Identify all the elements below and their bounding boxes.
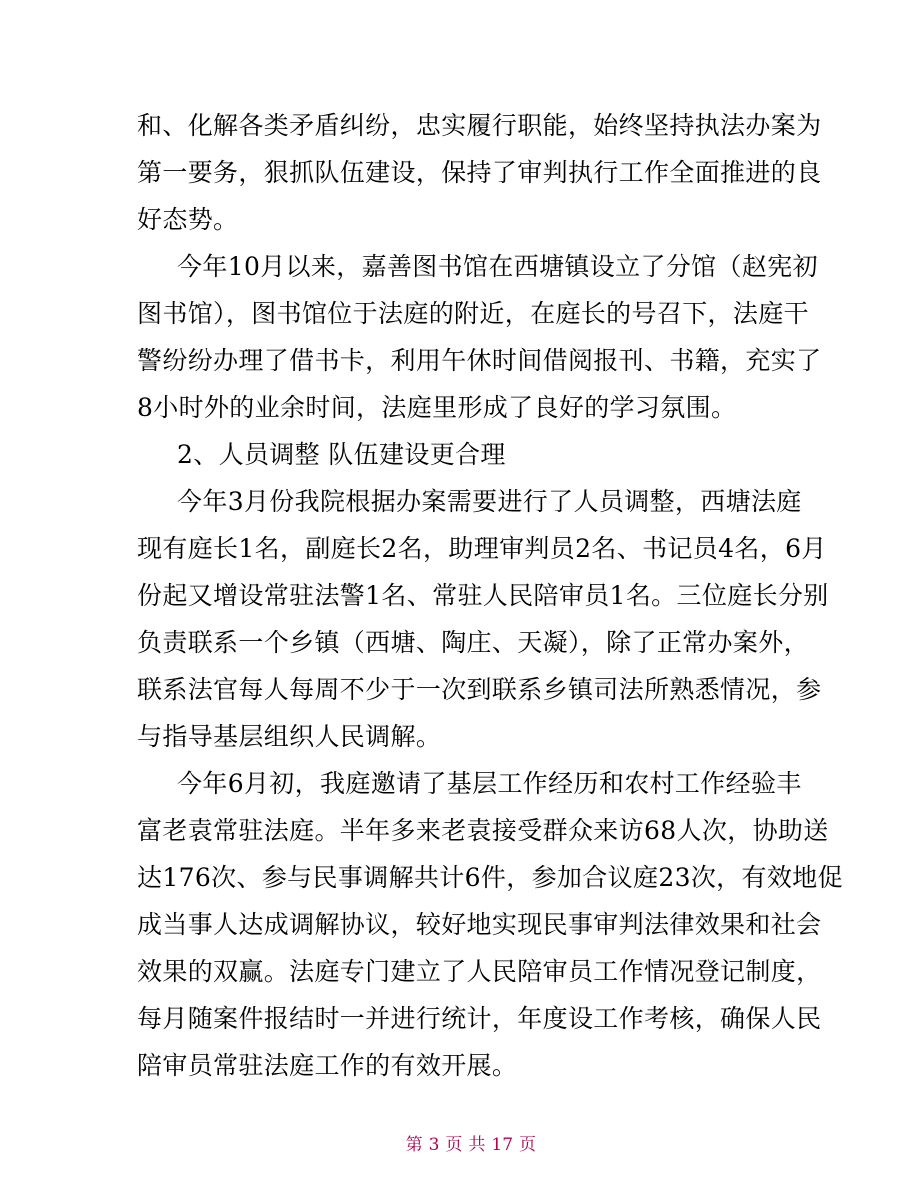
text-line: 份起又增设常驻法警1名、常驻人民陪审员1名。三位庭长分别 [137, 581, 829, 610]
text-line: 与指导基层组织人民调解。 [137, 722, 442, 751]
text-line: 图书馆），图书馆位于法庭的附近，在庭长的号召下，法庭干 [137, 299, 809, 328]
footer-current-page: 3 [428, 1135, 440, 1155]
footer-suffix: 页 [519, 1135, 537, 1155]
text-line: 第一要务，狠抓队伍建设，保持了审判执行工作全面推进的良 [137, 158, 822, 187]
text-line: 成当事人达成调解协议，较好地实现民事审判法律效果和社会 [137, 910, 822, 939]
text-line: 联系法官每人每周不少于一次到联系乡镇司法所熟悉情况，参 [137, 675, 822, 704]
paragraph-start-line: 今年3月份我院根据办案需要进行了人员调整，西塘法庭 [177, 487, 802, 516]
text-line: 每月随案件报结时一并进行统计，年度设工作考核，确保人民 [137, 1004, 822, 1033]
footer-page-word: 页 [445, 1135, 463, 1155]
footer-total-pages: 17 [491, 1135, 514, 1155]
paragraph-start-line: 今年10月以来，嘉善图书馆在西塘镇设立了分馆（赵宪初 [177, 252, 818, 281]
page-number-footer [0, 1112, 920, 1178]
text-line: 警纷纷办理了借书卡，利用午休时间借阅报刊、书籍，充实了 [137, 346, 822, 375]
text-line: 效果的双赢。法庭专门建立了人民陪审员工作情况登记制度， [137, 957, 822, 986]
text-line: 和、化解各类矛盾纠纷，忠实履行职能，始终坚持执法办案为 [137, 111, 822, 140]
section-heading: 2、人员调整 队伍建设更合理 [177, 440, 506, 469]
text-line: 现有庭长1名，副庭长2名，助理审判员2名、书记员4名，6月 [137, 534, 827, 563]
paragraph-start-line: 今年6月初，我庭邀请了基层工作经历和农村工作经验丰 [177, 769, 802, 798]
text-line: 陪审员常驻法庭工作的有效开展。 [137, 1051, 518, 1080]
text-line: 8小时外的业余时间，法庭里形成了良好的学习氛围。 [137, 393, 737, 422]
text-line: 负责联系一个乡镇（西塘、陶庄、天凝），除了正常办案外， [137, 628, 809, 657]
text-line: 好态势。 [137, 205, 239, 234]
text-line: 富老袁常驻法庭。半年多来老袁接受群众来访68人次，协助送 [137, 816, 829, 845]
footer-total-word: 共 [468, 1135, 486, 1155]
text-line: 达176次、参与民事调解共计6件，参加合议庭23次，有效地促 [137, 863, 843, 892]
footer-prefix: 第 [405, 1135, 423, 1155]
